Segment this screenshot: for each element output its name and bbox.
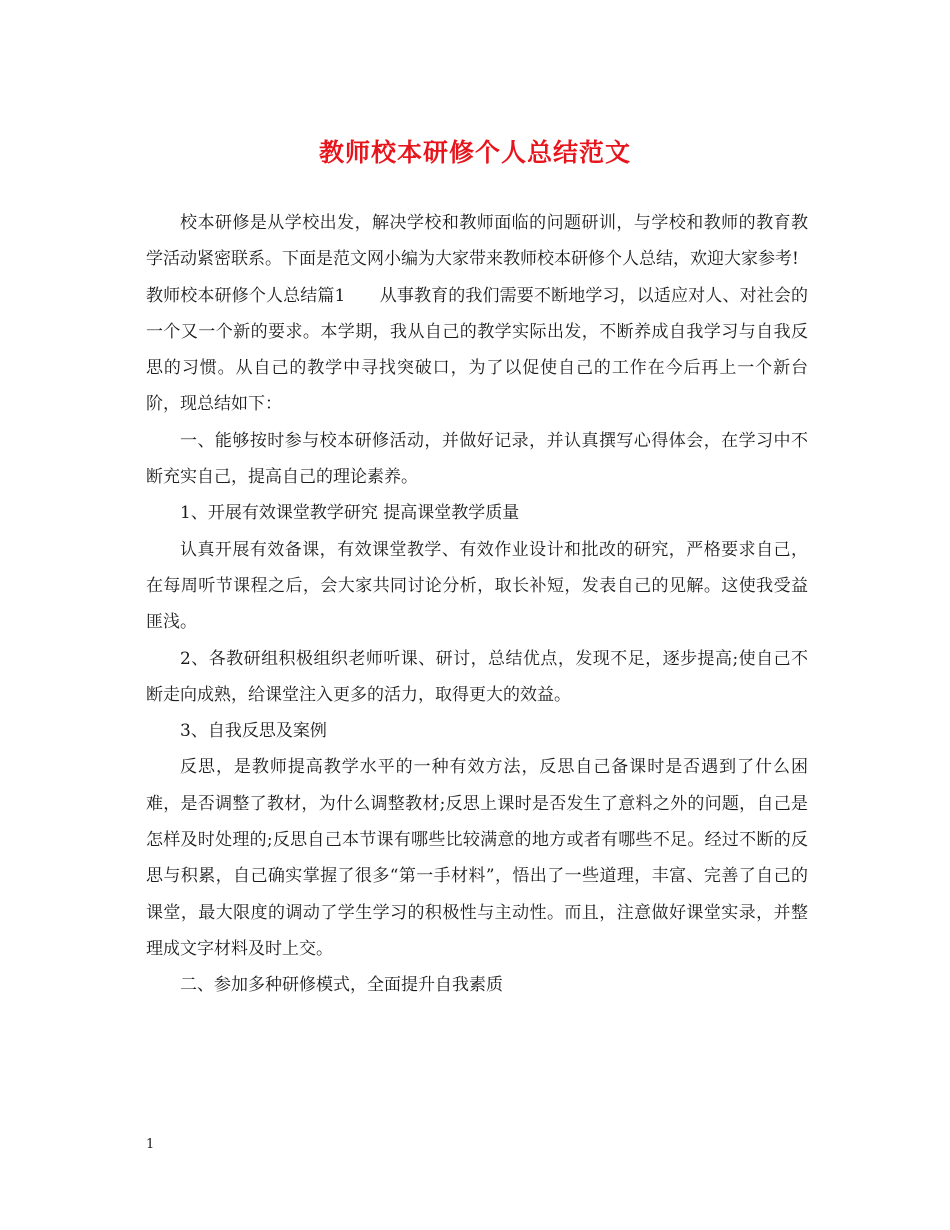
paragraph-intro: 校本研修是从学校出发，解决学校和教师面临的问题研训，与学校和教师的教育教学活动紧密联系。下面是范文网小编为大家带来教师校本研修个人总结，欢迎大家参考!	[146, 213, 808, 270]
document-title: 教师校本研修个人总结范文	[318, 138, 631, 167]
document-body	[146, 205, 808, 1004]
page-number: 1	[146, 1137, 155, 1152]
paragraph-item-3: 3、自我反思及案例	[180, 721, 327, 742]
paragraph-item-1: 1、开展有效课堂教学研究 提高课堂教学质量	[180, 503, 520, 524]
paragraph-section-1: 一、能够按时参与校本研修活动，并做好记录，并认真撰写心得体会，在学习中不断充实自己，提高自己的理论素养。	[146, 430, 808, 488]
paragraph-item-3-body: 反思，是教师提高教学水平的一种有效方法，反思自己备课时是否遇到了什么困难，是否调整了教材，为什么调整教材;反思上课时是否发生了意料之外的问题，自己是怎样及时处理的;反思自己本节课有哪些比较满意的地方或者有哪些不足。经过不断的反思与积累，自己确实掌握了很多“第一手材料”，悟出了一些道理，丰富、完善了自己的课堂，最大限度的调动了学生学习的积极性与主动性。而且，注意做好课堂实录，并整理成文字材料及时上交。	[146, 757, 808, 959]
paragraph-item-1-body: 认真开展有效备课，有效课堂教学、有效作业设计和批改的研究，严格要求自己，在每周听节课程之后，会大家共同讨论分析，取长补短，发表自己的见解。这使我受益匪浅。	[146, 539, 808, 633]
paragraph-section-2: 二、参加多种研修模式，全面提升自我素质	[180, 975, 503, 996]
paragraph-summary-1: 教师校本研修个人总结篇1 从事教育的我们需要不断地学习，以适应对人、对社会的一个又一个新的要求。本学期，我从自己的教学实际出发，不断养成自我学习与自我反思的习惯。从自己的教学中寻找突破口，为了以促使自己的工作在今后再上一个新台阶，现总结如下：	[146, 285, 808, 415]
paragraph-item-2: 2、各教研组积极组织老师听课、研讨，总结优点，发现不足，逐步提高;使自己不断走向成熟，给课堂注入更多的活力，取得更大的效益。	[146, 648, 808, 705]
